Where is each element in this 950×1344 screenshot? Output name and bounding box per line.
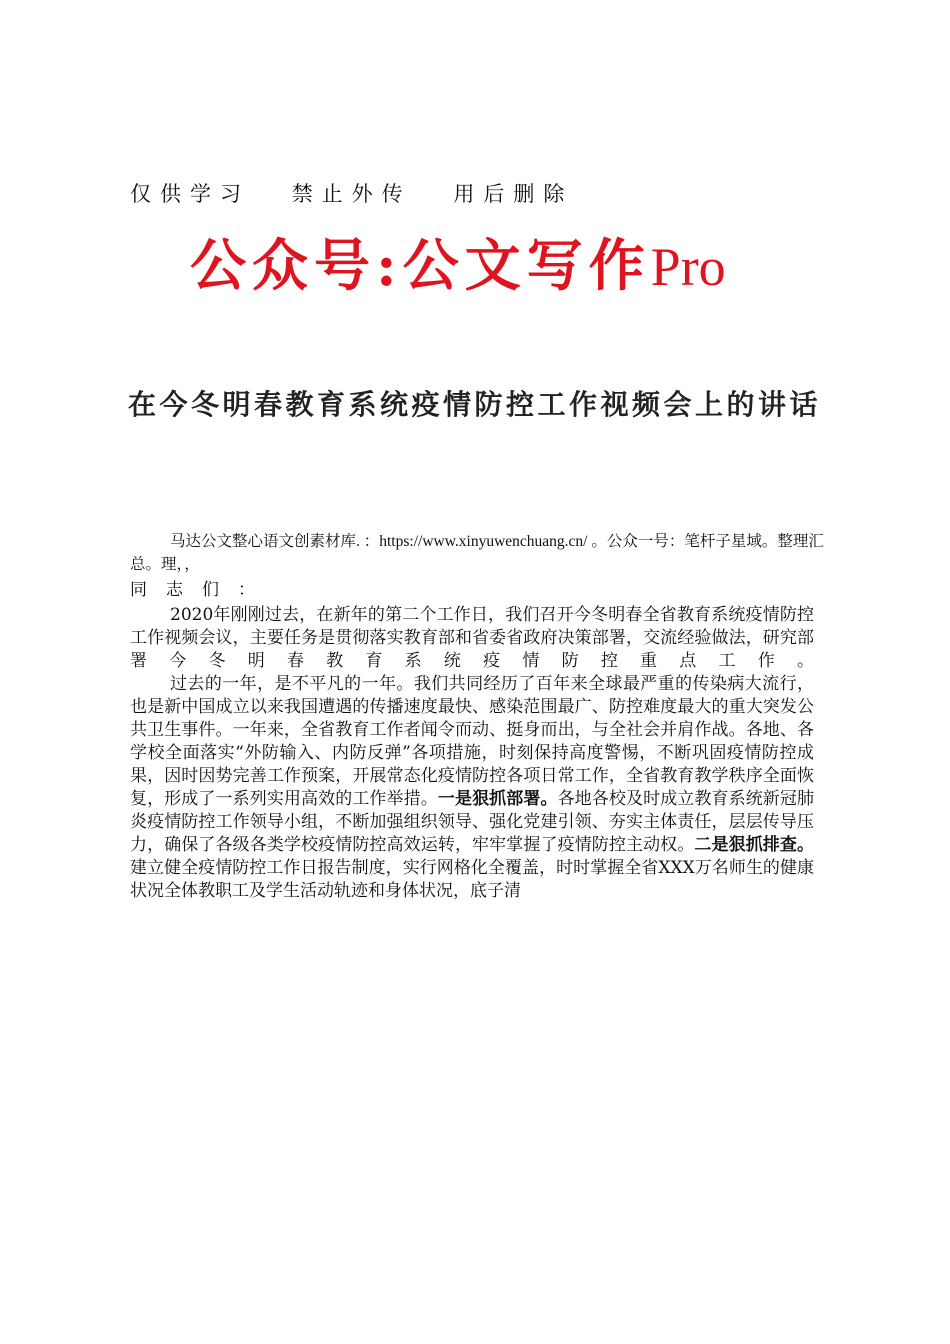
brand-chinese-text: 公众号:公文写作: [190, 233, 651, 299]
notice-no-distribution: 禁止外传: [291, 182, 412, 206]
bold-heading-screening: 二是狠抓排查。: [694, 835, 815, 855]
brand-banner: [190, 222, 726, 302]
brand-latin-text: Pro: [650, 237, 726, 297]
paragraph-text: 建立健全疫情防控工作日报告制度，实行网格化全覆盖，时时掌握全省XXX万名师生的健康状况全体教职工及学生活动轨迹和身体状况，底子清: [130, 858, 814, 901]
paragraph-review: [130, 673, 814, 903]
source-line: 马达公文整心语文创素材库. ：https://www.xinyuwenchuang.cn/ 。公众一号：笔杆子星域。整理汇总。理，，: [130, 533, 824, 573]
notice-delete-after-use: 用后删除: [453, 182, 574, 206]
document-body: [130, 604, 814, 903]
paragraph-text: 各地各校及时成立教育系统新冠肺炎疫情防控工作领导小组，不断加强组织领导、强化党建引领、夯实主体责任，层层传导压力，确保了各级各类学校疫情防控高效运转，牢牢掌握了疫情防控主动权。: [130, 789, 815, 855]
paragraph-text: 2020年刚刚过去，在新年的第二个工作日，我们召开今冬明春全省教育系统疫情防控工作视频会议，主要任务是贯彻落实教育部和省委省政府决策部署，交流经验做法，研究部署今冬明春教育系统疫情防控重点工作。: [130, 605, 814, 671]
usage-notice: [130, 178, 573, 208]
bold-heading-deployment: 一是狠抓部署。: [437, 789, 558, 809]
document-title: 在今冬明春教育系统疫情防控工作视频会上的讲话: [128, 388, 822, 421]
notice-study-only: 仅供学习: [130, 182, 250, 206]
paragraph-opening: [130, 604, 814, 673]
greeting: 同志们：: [130, 580, 274, 600]
paragraph-text: 过去的一年，是不平凡的一年。我们共同经历了百年来全球最严重的传染病大流行，也是新中国成立以来我国遭遇的传播速度最快、感染范围最广、防控难度最大的重大突发公共卫生事件。一年来，全省教育工作者闻令而动、挺身而出，与全社会并肩作战。各地、各学校全面落实“外防输入、内防反弹”各项措施，时刻保持高度警惕，不断巩固疫情防控成果，因时因势完善工作预案，开展常态化疫情防控各项日常工作，全省教育教学秩序全面恢复，形成了一系列实用高效的工作举措。: [130, 674, 814, 809]
